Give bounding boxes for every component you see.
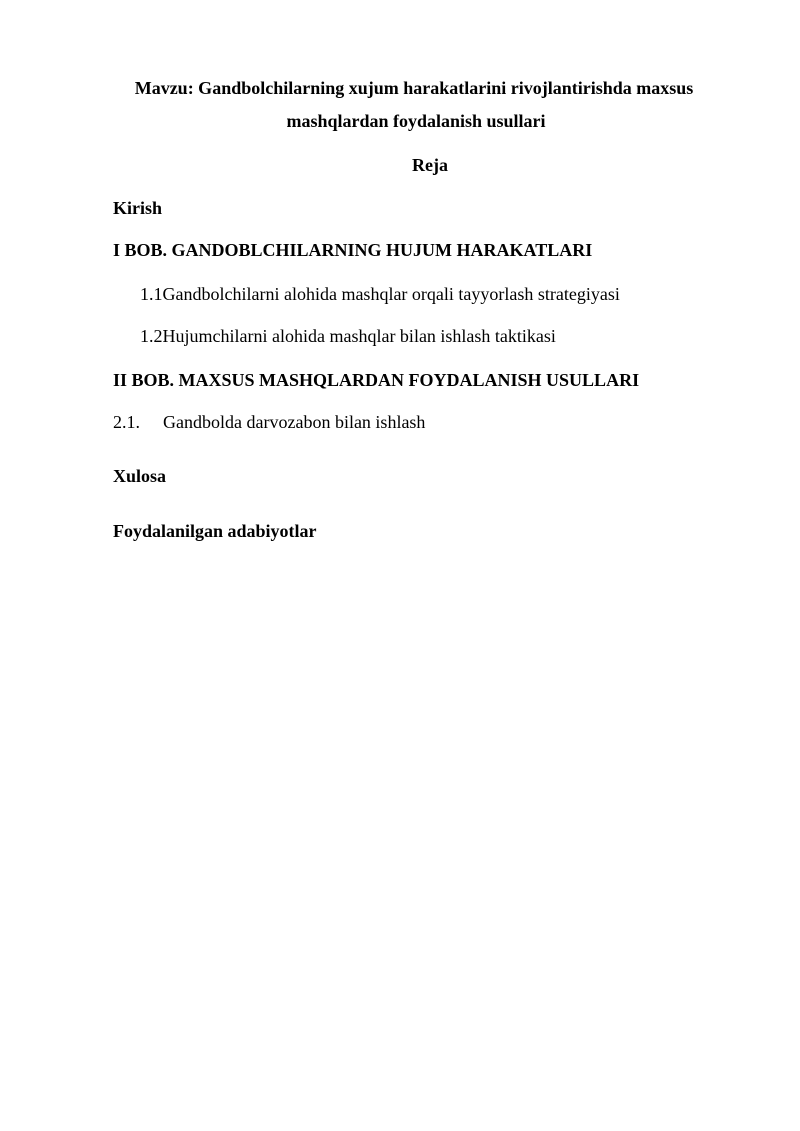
topic-title-line-1: Mavzu: Gandbolchilarning xujum harakatlarini rivojlantirishda maxsus: [134, 78, 694, 98]
conclusion-heading: Xulosa: [113, 466, 167, 486]
section-text: Gandbolda darvozabon bilan ishlash: [163, 412, 426, 432]
plan-heading: Reja: [412, 155, 448, 175]
section-number: 1.1: [140, 284, 163, 304]
section-text: Hujumchilarni alohida mashqlar bilan ishlash taktikasi: [162, 326, 556, 346]
section-2-1: [113, 411, 425, 433]
section-1-1: [140, 283, 620, 305]
section-text: Gandbolchilarni alohida mashqlar orqali tayyorlash strategiyasi: [162, 284, 620, 304]
section-number: 1.2: [140, 326, 163, 346]
intro-heading: Kirish: [113, 198, 163, 218]
section-1-2: [140, 325, 556, 347]
references-heading: Foydalanilgan adabiyotlar: [113, 521, 317, 541]
section-number: 2.1.: [113, 412, 140, 432]
topic-title-line-2: mashqlardan foydalanish usullari: [286, 111, 546, 131]
chapter-1-title: I BOB. GANDOBLCHILARNING HUJUM HARAKATLARI: [113, 240, 593, 260]
chapter-2-title: II BOB. MAXSUS MASHQLARDAN FOYDALANISH USULLARI: [113, 370, 640, 390]
